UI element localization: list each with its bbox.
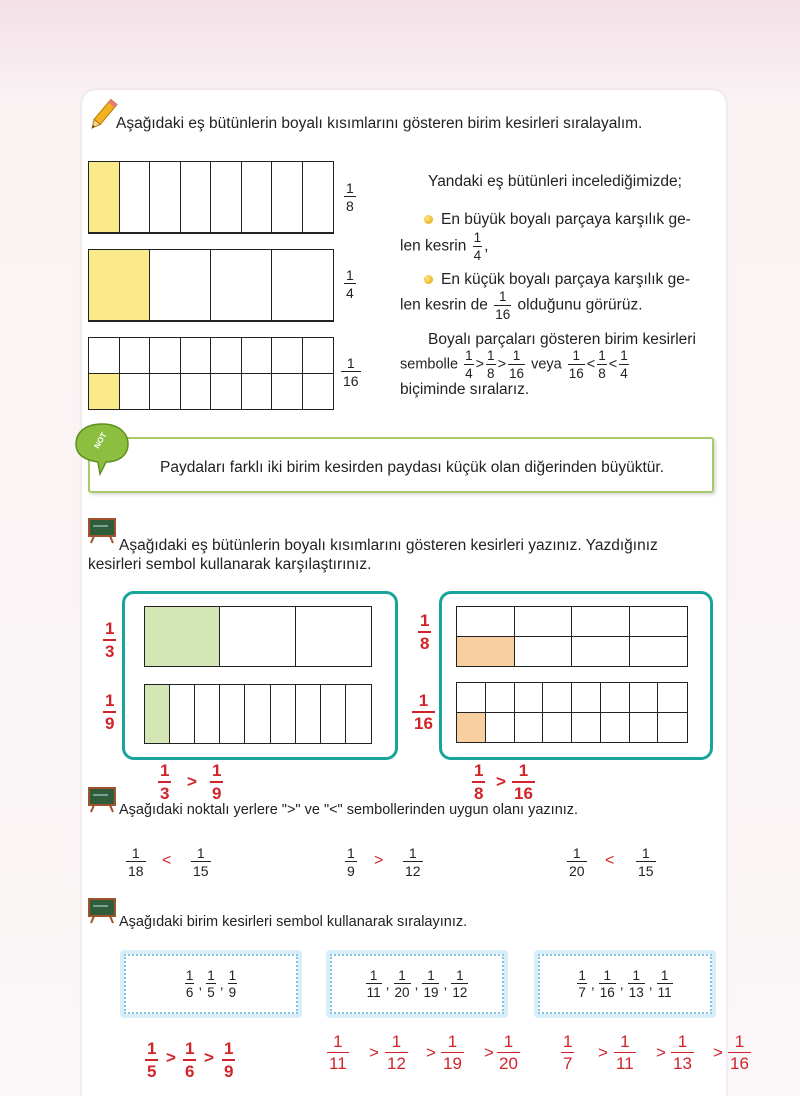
compare1-left: $\frac{1}{18}$ — [128, 845, 144, 879]
answer-label-one-sixteenth: 1 16 — [414, 691, 433, 733]
section1-heading: Aşağıdaki eş bütünlerin boyalı kısımlarını gösteren birim kesirleri sıralayalım. — [116, 115, 643, 132]
compare2-symbol[interactable]: > — [374, 852, 384, 869]
bar-eighths-2 — [456, 606, 688, 667]
explanation-para-line2: sembolle $\frac{1}{4}$ > $\frac{1}{8}$ > $\frac{1}{16}$ veya $\frac{1}{16}$ < $\frac{1}{8}$ < $\frac{1}{4}$ — [400, 348, 628, 381]
order-answer-3-a: 1 7 — [563, 1032, 573, 1073]
compare2-right: $\frac{1}{12}$ — [405, 845, 421, 879]
section2-heading-line2: kesirleri sembol kullanarak karşılaştırınız. — [88, 556, 372, 573]
order-answer-2-b: 1 12 — [387, 1032, 406, 1073]
section3-heading: Aşağıdaki noktalı yerlere ">" ve "<" sembollerinden uygun olanı yazınız. — [119, 802, 579, 818]
note-badge-label: NOT — [92, 430, 109, 451]
order-answer-3-sym1: > — [598, 1043, 608, 1062]
label-one-quarter: $\frac{1}{4}$ — [346, 267, 354, 301]
order-answer-2-sym3: > — [484, 1043, 494, 1062]
bar-sixteenths — [88, 337, 334, 410]
bar-quarters — [88, 249, 334, 322]
order-answer-1-sym2: > — [204, 1048, 214, 1067]
order-answer-3-d: 1 16 — [730, 1032, 749, 1073]
rule-text: Paydaları farklı iki birim kesirden paydası küçük olan diğerinden büyüktür. — [160, 459, 665, 476]
bar-ninths — [144, 684, 372, 744]
chalkboard-icon — [88, 787, 116, 813]
order-answer-1-a: 1 5 — [147, 1039, 157, 1081]
compare1-right: $\frac{1}{15}$ — [193, 845, 209, 879]
order-answer-2-a: 1 11 — [329, 1032, 347, 1073]
bullet-icon — [424, 215, 433, 224]
explanation-intro: Yandaki eş bütünleri incelediğimizde; — [428, 173, 682, 190]
label-one-eighth: $\frac{1}{8}$ — [346, 180, 354, 214]
order-box-3: $\frac{1}{7}$ , $\frac{1}{16}$ , $\frac{1}{13}$ , $\frac{1}{11}$ — [534, 950, 716, 1018]
compare1-symbol[interactable]: < — [162, 852, 172, 869]
explanation-para-line1: Boyalı parçaları gösteren birim kesirleri — [428, 331, 696, 348]
order-box-1: $\frac{1}{6}$ , $\frac{1}{5}$ , $\frac{1}{9}$ — [120, 950, 302, 1018]
explanation-para-line3: biçiminde sıralarız. — [400, 381, 530, 398]
order-answer-3-sym3: > — [713, 1043, 723, 1062]
order-answer-1-sym1: > — [166, 1048, 176, 1067]
compare-answer-right-symbol: > — [496, 772, 506, 791]
order-answer-3-sym2: > — [656, 1043, 666, 1062]
bullet-icon — [424, 275, 433, 284]
bullet2-line1: En küçük boyalı parçaya karşılık ge- — [424, 270, 690, 290]
compare3-symbol[interactable]: < — [605, 852, 615, 869]
note-badge-icon — [72, 420, 132, 476]
bullet2-line2: len kesrin de $\frac{1}{16}$ olduğunu görürüz. — [400, 289, 643, 322]
answer-label-one-third: 1 3 — [105, 619, 115, 661]
answer-label-one-eighth: 1 8 — [420, 611, 430, 653]
bar-sixteenths-2 — [456, 682, 688, 743]
compare3-left: $\frac{1}{20}$ — [569, 845, 585, 879]
order-answer-3-c: 1 13 — [673, 1032, 692, 1073]
section2-heading-line1: Aşağıdaki eş bütünlerin boyalı kısımlarını gösteren kesirleri yazınız. Yazdığınız — [119, 537, 658, 554]
compare3-right: $\frac{1}{15}$ — [638, 845, 654, 879]
answer-label-one-ninth: 1 9 — [105, 691, 115, 733]
order-answer-1-c: 1 9 — [224, 1039, 234, 1081]
section4-heading: Aşağıdaki birim kesirleri sembol kullanarak sıralayınız. — [119, 914, 468, 930]
order-answer-2-d: 1 20 — [499, 1032, 518, 1073]
order-answer-1-b: 1 6 — [185, 1039, 195, 1081]
compare-answer-right-b: 1 16 — [514, 761, 533, 803]
bullet1-line1: En büyük boyalı parçaya karşılık ge- — [424, 210, 691, 230]
order-answer-3-b: 1 11 — [616, 1032, 634, 1073]
compare2-left: $\frac{1}{9}$ — [347, 845, 355, 879]
label-one-sixteenth: $\frac{1}{16}$ — [343, 355, 359, 389]
chalkboard-icon — [88, 898, 116, 924]
chalkboard-icon — [88, 518, 116, 544]
bullet1-line2: len kesrin $\frac{1}{4}$ , — [400, 230, 489, 263]
order-answer-2-sym2: > — [426, 1043, 436, 1062]
compare-answer-left-a: 1 3 — [160, 761, 170, 803]
compare-answer-left-symbol: > — [187, 772, 197, 791]
order-answer-2-c: 1 19 — [443, 1032, 462, 1073]
bar-thirds — [144, 606, 372, 667]
order-box-2: $\frac{1}{11}$ , $\frac{1}{20}$ , $\frac{1}{19}$ , $\frac{1}{12}$ — [326, 950, 508, 1018]
bar-eighths — [88, 161, 334, 234]
order-answer-2-sym1: > — [369, 1043, 379, 1062]
pencil-icon — [88, 96, 118, 134]
compare-answer-left-b: 1 9 — [212, 761, 222, 803]
compare-answer-right-a: 1 8 — [474, 761, 484, 803]
